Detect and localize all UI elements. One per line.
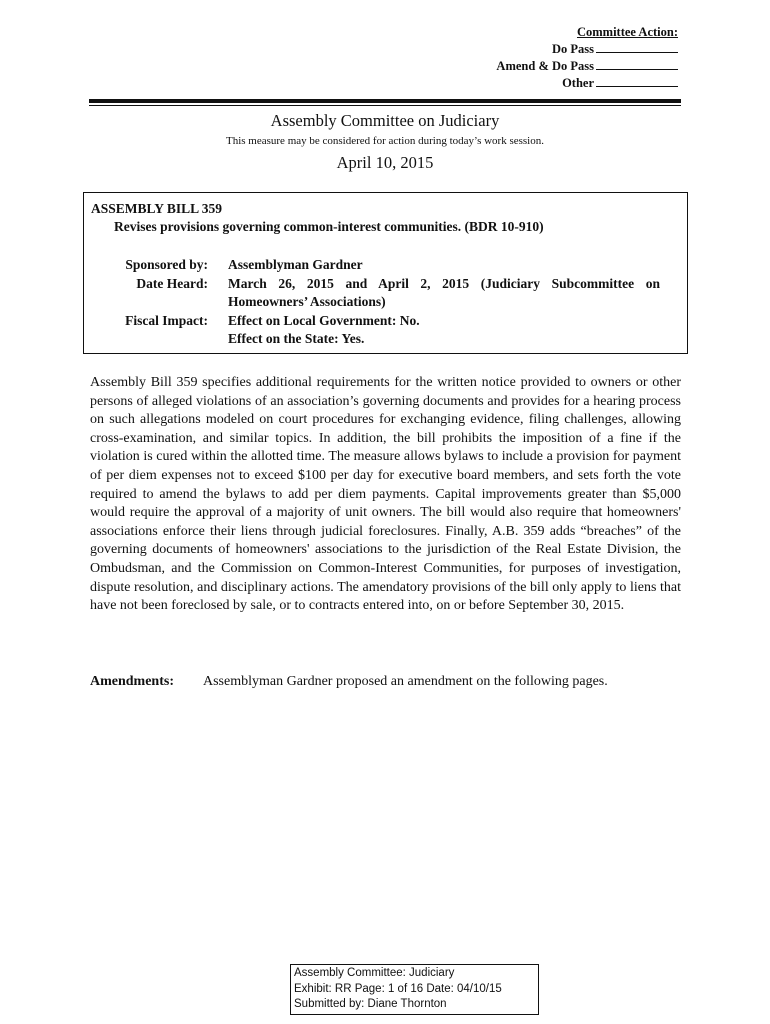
other-row — [496, 75, 678, 92]
date-heard-row — [84, 275, 687, 312]
exhibit-submitter: Submitted by: Diane Thornton — [294, 998, 447, 1010]
amendments-label: Amendments: — [90, 674, 174, 689]
exhibit-committee: Assembly Committee: Judiciary — [294, 967, 455, 979]
committee-name: Assembly Committee on Judiciary — [270, 111, 500, 130]
bill-summary-box — [83, 192, 688, 354]
date-heard-label: Date Heard: — [136, 275, 208, 291]
date-heard-value: March 26, 2015 and April 2, 2015 (Judiciary Subcommittee on Homeowners’ Associations) — [228, 275, 660, 309]
hearing-date: April 10, 2015 — [336, 153, 434, 172]
exhibit-page-info: Exhibit: RR Page: 1 of 16 Date: 04/10/15 — [294, 982, 502, 995]
other-label: Other — [562, 76, 594, 90]
do-pass-blank — [596, 41, 678, 53]
exhibit-stamp — [290, 964, 539, 1015]
amendments-text: Assemblyman Gardner proposed an amendment on the following pages. — [203, 674, 608, 689]
amendments-row — [90, 673, 681, 692]
sponsored-label: Sponsored by: — [125, 257, 208, 272]
other-blank — [596, 75, 678, 87]
amend-do-pass-label: Amend & Do Pass — [496, 59, 594, 73]
committee-action-block — [496, 24, 678, 92]
fiscal-state: Effect on the State: Yes. — [228, 331, 365, 346]
bill-details — [84, 256, 687, 349]
amend-do-pass-blank — [596, 58, 678, 70]
header-rule-thin — [89, 105, 681, 106]
do-pass-label: Do Pass — [551, 42, 594, 56]
sponsored-value: Assemblyman Gardner — [228, 257, 363, 272]
fiscal-label: Fiscal Impact: — [125, 312, 208, 328]
bill-description: Assembly Bill 359 specifies additional requirements for the written notice provided to owners or other persons of alleged violations of an association’s governing documents and provides for a hearing process on such allegations modeled on court procedures for exchanging evidence, filing challenges, allowing cross-examination, and similar topics. In addition, the bill prohibits the imposition of a fine if the violation is cured within the allotted time. The measure allows bylaws to include a provision for payment of per diem expenses not to exceed $100 per day for executive board members, and sets forth the vote required to amend the bylaws to add per diem payments. Capital improvements greater than $5,000 would require the approval of a majority of unit owners. The bill would also require that homeowners' associations enforce their liens through judicial foreclosures. Finally, A.B. 359 adds “breaches” of the governing documents of homeowners' associations to the jurisdiction of the Real Estate Division, the Ombudsman, and the Commission on Common-Interest Communities, for purposes of investigation, dispute resolution, and disciplinary actions. The amendatory provisions of the bill only apply to liens that have not been foreclosed by sale, or to contracts entered into, on or before September 30, 2015. — [90, 375, 681, 614]
amend-do-pass-row — [496, 58, 678, 75]
session-note: This measure may be considered for action during today’s work session. — [225, 135, 544, 147]
do-pass-row — [496, 41, 678, 58]
sponsored-row — [84, 256, 687, 275]
fiscal-row — [84, 312, 687, 349]
header-rule-thick — [89, 99, 681, 103]
committee-action-title: Committee Action: — [576, 25, 678, 39]
bill-summary: Revises provisions governing common-interest communities. (BDR 10-910) — [114, 219, 544, 234]
fiscal-local: Effect on Local Government: No. — [228, 312, 420, 328]
fiscal-value — [228, 312, 660, 349]
bill-number: ASSEMBLY BILL 359 — [91, 201, 223, 216]
